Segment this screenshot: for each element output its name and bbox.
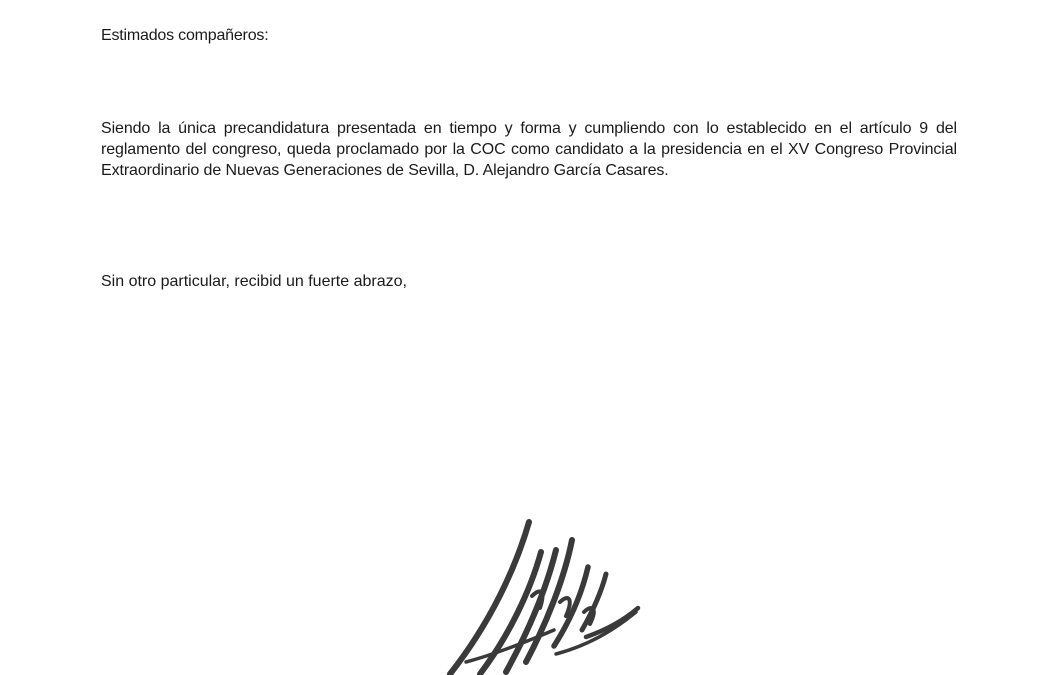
letter-closing: Sin otro particular, recibid un fuerte abrazo, xyxy=(101,273,407,290)
letter-greeting: Estimados compañeros: xyxy=(101,27,269,44)
handwritten-signature xyxy=(436,512,650,675)
letter-body-paragraph: Siendo la única precandidatura presentada en tiempo y forma y cumpliendo con lo establecido en el artículo 9 del reglamento del congreso, queda proclamado por la COC como candidato a la presidencia en el XV Congreso Provincial Extraordinario de Nuevas Generaciones de Sevilla, D. Alejandro García Casares. xyxy=(101,120,957,179)
